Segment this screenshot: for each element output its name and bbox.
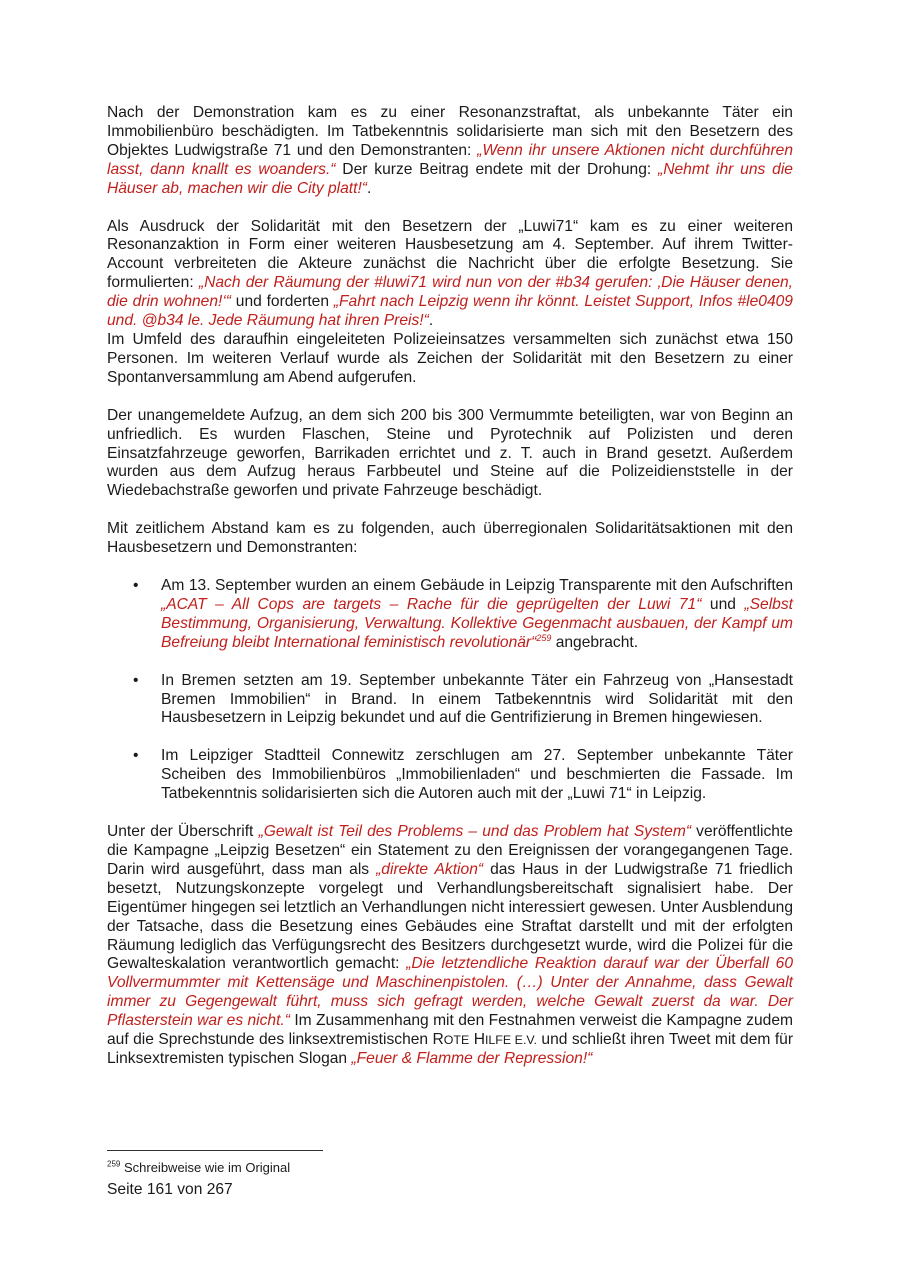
list-item-text: In Bremen setzten am 19. September unbekannte Täter ein Fahrzeug von „Hansestadt Bremen Immobilien“ in Brand. In einem Tatbekenntnis wird Solidarität mit den Hausbesetzern in Leipzig bekundet und auf die Gentrifizierung in Bremen hingewiesen. (161, 671, 793, 727)
document-body (107, 104, 793, 1069)
paragraph-text: Nach der Demonstration kam es zu einer Resonanzstraftat, als unbekannte Täter ein Immobilienbüro beschädigten. Im Tatbekenntnis solidarisierte man sich mit den Besetzern des Objektes Ludwigstraße 71 und den Demonstranten: (107, 104, 793, 159)
paragraph-text: . (428, 312, 434, 330)
footnote (107, 1160, 290, 1176)
paragraph-police-operation: Im Umfeld des daraufhin eingeleiteten Polizeieinsatzes versammelten sich zunächst etwa 150 Personen. Im weiteren Verlauf wurde als Zeichen der Solidarität mit den Besetzern zu einer Spontanversammlung am Abend aufgerufen. (107, 330, 793, 386)
footnote-divider (107, 1150, 323, 1151)
organization-name: R (432, 1031, 444, 1049)
quote: „Feuer & Flamme der Repression!“ (351, 1049, 593, 1067)
list-item (107, 672, 793, 729)
paragraph-text: und schließt ihren Tweet mit dem für Linksextremisten typischen Slogan (107, 1031, 794, 1067)
paragraph-text: Als Ausdruck der Solidarität mit den Besetzern der „Luwi71“ kam es zu einer weiteren Resonanzaktion in Form einer weiteren Hausbesetzung am 4. September. Auf ihrem Twitter-Account verbreiteten die Akteure zunächst die Nachricht über die erfolgte Besetzung. Sie formulierten: (107, 217, 793, 292)
paragraph-text: und forderten (231, 293, 334, 311)
paragraph-text: Im Zusammenhang mit den Festnahmen verweist die Kampagne zudem auf die Sprechstunde des linksextremistischen (107, 1012, 793, 1049)
paragraph-campaign-statement (107, 823, 793, 1069)
bullet-icon: • (133, 577, 139, 595)
paragraph-unregistered-march: Der unangemeldete Aufzug, an dem sich 200 bis 300 Vermummte beteiligten, war von Beginn an unfriedlich. Es wurden Flaschen, Steine und Pyrotechnik auf Polizisten und deren Einsatzfahrzeuge geworfen, Barrikaden errichtet und z. T. auch in Brand gesetzt. Außerdem wurden aus dem Aufzug heraus Farbbeutel und Steine auf die Polizeidienststelle in der Wiedebachstraße geworfen und private Fahrzeuge beschädigt. (107, 406, 793, 500)
quote: „direkte Aktion“ (376, 860, 484, 878)
organization-name: OTE (443, 1033, 470, 1048)
quote: „Wenn ihr unsere Aktionen nicht durchführen lasst, dann knallt es woanders.“ (107, 141, 794, 178)
paragraph-text: veröffentlichte die Kampagne „Leipzig Besetzen“ ein Statement zu den Ereignissen der vorangegangenen Tage. Darin wird ausgeführt, dass man als (107, 823, 793, 878)
quote: „Fahrt nach Leipzig wenn ihr könnt. Leistet Support, Infos #le0409 und. @b34 le. Jede Räumung hat ihren Preis!“ (107, 293, 793, 330)
paragraph-text: Am 13. September wurden an einem Gebäude in Leipzig Transparente mit den Aufschriften (161, 577, 793, 595)
organization-name: H (469, 1031, 485, 1049)
paragraph-text: Unter der Überschrift (107, 823, 259, 841)
page-number: Seite 161 von 267 (107, 1181, 233, 1198)
bullet-icon: • (133, 671, 139, 689)
quote: „Die letztendliche Reaktion darauf war der Überfall 60 Vollvermummter mit Kettensäge und Maschinenpistolen. (…) Unter der Annahme, dass Gewalt immer zu Gegengewalt führt, muss sich gefragt werden, welche Gewalt zuerst da war. Der Pflasterstein war es nicht.“ (107, 955, 794, 1030)
paragraph-text: und (701, 595, 745, 613)
list-item (107, 747, 793, 804)
paragraph-text: Der kurze Beitrag endete mit der Drohung: (335, 160, 659, 178)
paragraph-demonstration (107, 104, 793, 199)
paragraph-solidarity-actions-intro: Mit zeitlichem Abstand kam es zu folgenden, auch überregionalen Solidaritätsaktionen mit den Hausbesetzern und Demonstranten: (107, 520, 793, 557)
paragraph-text: angebracht. (551, 633, 639, 651)
solidarity-actions-list (107, 577, 793, 804)
paragraph-luwi71-solidarity (107, 218, 793, 331)
footnote-text: Schreibweise wie im Original (120, 1160, 291, 1175)
quote: „Nach der Räumung der #luwi71 wird nun von der #b34 gerufen: ‚Die Häuser denen, die drin wohnen!‘“ (107, 274, 793, 311)
organization-name: ILFE (484, 1033, 512, 1048)
quote: „Gewalt ist Teil des Problems – und das Problem hat System“ (258, 823, 692, 841)
list-item-text: Im Leipziger Stadtteil Connewitz zerschlugen am 27. September unbekannte Täter Scheiben des Immobilienbüros „Immobilienladen“ und beschmierten die Fassade. Im Tatbekenntnis solidarisierten sich die Autoren auch mit der „Luwi 71“ in Leipzig. (161, 747, 793, 803)
paragraph-text: . (367, 179, 372, 197)
list-item (107, 577, 793, 653)
organization-name: E.V. (511, 1033, 537, 1048)
quote: „Selbst Bestimmung, Organisierung, Verwaltung. Kollektive Gegenmacht ausbauen, der Kampf um Befreiung bleibt International feministisch revolutionär“ (161, 595, 793, 651)
bullet-icon: • (133, 747, 139, 765)
quote: „Nehmt ihr uns die Häuser ab, machen wir die City platt!“ (107, 160, 793, 197)
footnote-reference: 259 (536, 632, 552, 643)
footnote-number: 259 (107, 1159, 121, 1169)
paragraph-text: das Haus in der Ludwigstraße 71 friedlich besetzt, Nutzungskonzepte vorgelegt und Verhandlungsbereitschaft signalisiert habe. Der Eigentümer hingegen sei letztlich an Verhandlungen nicht interessiert gewesen. Unter Ausblendung der Tatsache, dass die Besetzung eines Gebäudes eine Straftat darstellt und mit der erfolgten Räumung lediglich das Verfügungsrecht des Besitzers durchgesetzt wurde, wird die Polizei für die Gewalteskalation verantwortlich gemacht: (107, 860, 793, 973)
quote: „ACAT – All Cops are targets – Rache für die geprügelten der Luwi 71“ (161, 595, 702, 613)
